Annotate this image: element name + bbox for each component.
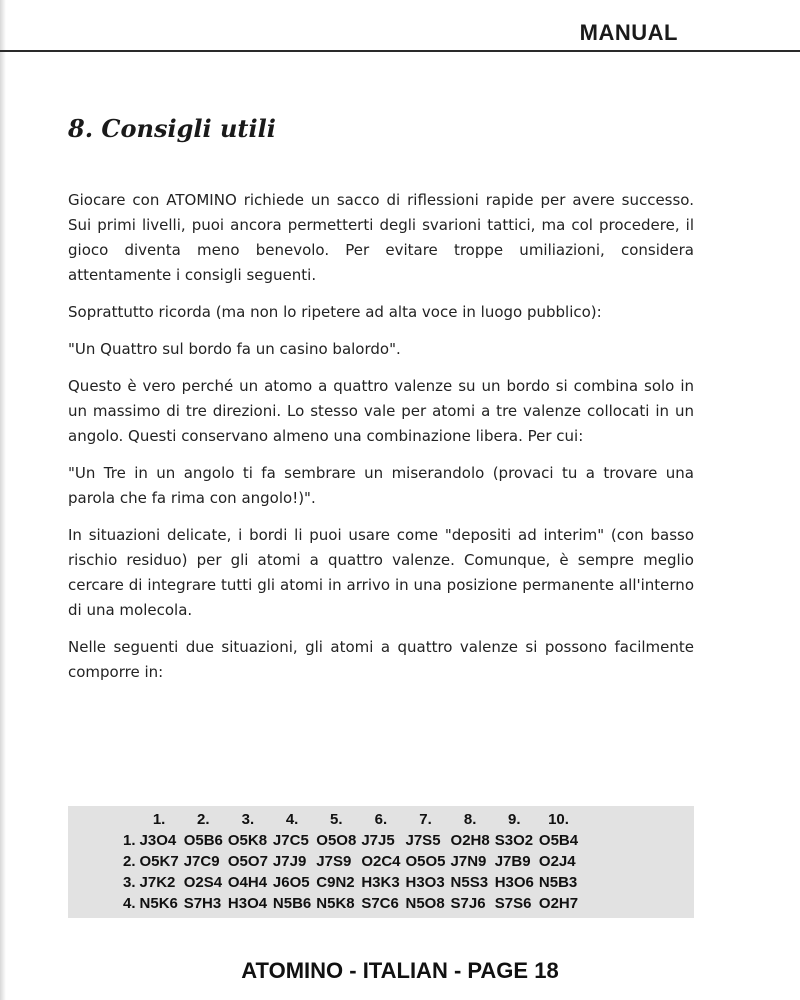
code-cell: N5K6 bbox=[139, 895, 178, 912]
code-cell: O5B4 bbox=[538, 832, 579, 849]
column-header: 5. bbox=[330, 811, 343, 828]
code-cell: J7J9 bbox=[272, 853, 307, 870]
header-label: MANUAL bbox=[579, 20, 678, 45]
code-cell: N5K8 bbox=[316, 895, 355, 912]
column-header: 9. bbox=[508, 811, 521, 828]
body-text bbox=[68, 188, 694, 697]
code-cell: H3O4 bbox=[227, 895, 268, 912]
code-cell: S7H3 bbox=[183, 895, 222, 912]
column-header: 7. bbox=[419, 811, 432, 828]
code-cell: J7S5 bbox=[405, 832, 441, 849]
code-cell: J7N9 bbox=[450, 853, 487, 870]
column-header: 10. bbox=[548, 811, 569, 828]
code-cell: O2C4 bbox=[361, 853, 401, 870]
paragraph: Questo è vero perché un atomo a quattro valenze su un bordo si combina solo in un massimo di tre direzioni. Lo stesso vale per atomi a tre valenze collocati in un angolo. Questi conservano almeno una combinazione libera. Per cui: bbox=[68, 377, 694, 445]
code-cell: H3O6 bbox=[494, 874, 534, 891]
code-cell: O2H8 bbox=[450, 832, 490, 849]
paragraph: In situazioni delicate, i bordi li puoi usare come "depositi ad interim" (con basso rischio residuo) per gli atomi a quattro valenze. Comunque, è sempre meglio cercare di integrare tutti gli atomi in arrivo in una posizione permanente all'interno di una molecola. bbox=[68, 526, 694, 619]
column-header: 4. bbox=[285, 811, 299, 828]
code-cell: O2H7 bbox=[538, 895, 579, 912]
code-cell: S7S6 bbox=[494, 895, 532, 912]
table-row bbox=[123, 872, 583, 893]
table-row bbox=[123, 851, 583, 872]
paragraph: Giocare con ATOMINO richiede un sacco di riflessioni rapide per avere successo. Sui primi livelli, puoi ancora permetterti degli svarioni tattici, ma col procedere, il gioco diventa meno benevolo. Per evitare troppe umiliazioni, considera attentamente i consigli seguenti. bbox=[68, 191, 694, 284]
page-edge-shadow bbox=[0, 0, 6, 1000]
column-header: 8. bbox=[463, 811, 477, 828]
code-cell: H3O3 bbox=[405, 874, 445, 891]
paragraph-quote: "Un Quattro sul bordo fa un casino balordo". bbox=[68, 340, 401, 358]
code-cell: J7C9 bbox=[183, 853, 220, 870]
paragraph: Soprattutto ricorda (ma non lo ripetere ad alta voce in luogo pubblico): bbox=[68, 303, 602, 321]
code-cell: O5O5 bbox=[405, 853, 446, 870]
table-row bbox=[123, 893, 583, 914]
header-corner-cell bbox=[123, 809, 140, 830]
code-cell: J7C5 bbox=[272, 832, 309, 849]
code-cell: O5O8 bbox=[316, 832, 357, 849]
code-cell: N5B3 bbox=[538, 874, 578, 891]
code-cell: J7K2 bbox=[139, 874, 176, 891]
code-cell: N5B6 bbox=[272, 895, 312, 912]
code-cell: O5O7 bbox=[227, 853, 268, 870]
code-cell: S3O2 bbox=[494, 832, 534, 849]
row-label: 4. bbox=[123, 895, 136, 912]
code-cell: S7J6 bbox=[450, 895, 486, 912]
row-label: 3. bbox=[123, 874, 136, 891]
level-code-box bbox=[68, 806, 694, 918]
page-footer: ATOMINO - ITALIAN - PAGE 18 bbox=[241, 958, 559, 983]
paragraph: Nelle seguenti due situazioni, gli atomi a quattro valenze si possono facilmente comporre in: bbox=[68, 638, 694, 681]
code-cell: O5K7 bbox=[139, 853, 179, 870]
code-cell: O2J4 bbox=[538, 853, 576, 870]
code-cell: O5B6 bbox=[183, 832, 223, 849]
code-cell: O4H4 bbox=[227, 874, 268, 891]
code-table-header-row bbox=[123, 809, 583, 830]
column-header: 3. bbox=[241, 811, 255, 828]
code-cell: N5O8 bbox=[405, 895, 445, 912]
code-cell: O5K8 bbox=[227, 832, 268, 849]
code-cell: J3O4 bbox=[139, 832, 177, 849]
code-cell: C9N2 bbox=[316, 874, 355, 891]
code-cell: J7J5 bbox=[361, 832, 395, 849]
section-title: 8. Consigli utili bbox=[68, 114, 276, 143]
code-cell: H3K3 bbox=[361, 874, 400, 891]
code-cell: J6O5 bbox=[272, 874, 310, 891]
code-cell: J7B9 bbox=[494, 853, 531, 870]
code-cell: S7C6 bbox=[361, 895, 399, 912]
header-rule bbox=[0, 50, 800, 52]
code-cell: O2S4 bbox=[183, 874, 223, 891]
code-cell: J7S9 bbox=[316, 853, 352, 870]
row-label: 1. bbox=[123, 832, 136, 849]
code-cell: N5S3 bbox=[450, 874, 489, 891]
column-header: 2. bbox=[197, 811, 210, 828]
column-header: 6. bbox=[374, 811, 388, 828]
paragraph-quote: "Un Tre in un angolo ti fa sembrare un miserandolo (provaci tu a trovare una parola che fa rima con angolo!)". bbox=[68, 464, 694, 507]
table-row bbox=[123, 830, 583, 851]
row-label: 2. bbox=[123, 853, 136, 870]
column-header: 1. bbox=[152, 811, 166, 828]
level-code-table bbox=[123, 809, 583, 914]
